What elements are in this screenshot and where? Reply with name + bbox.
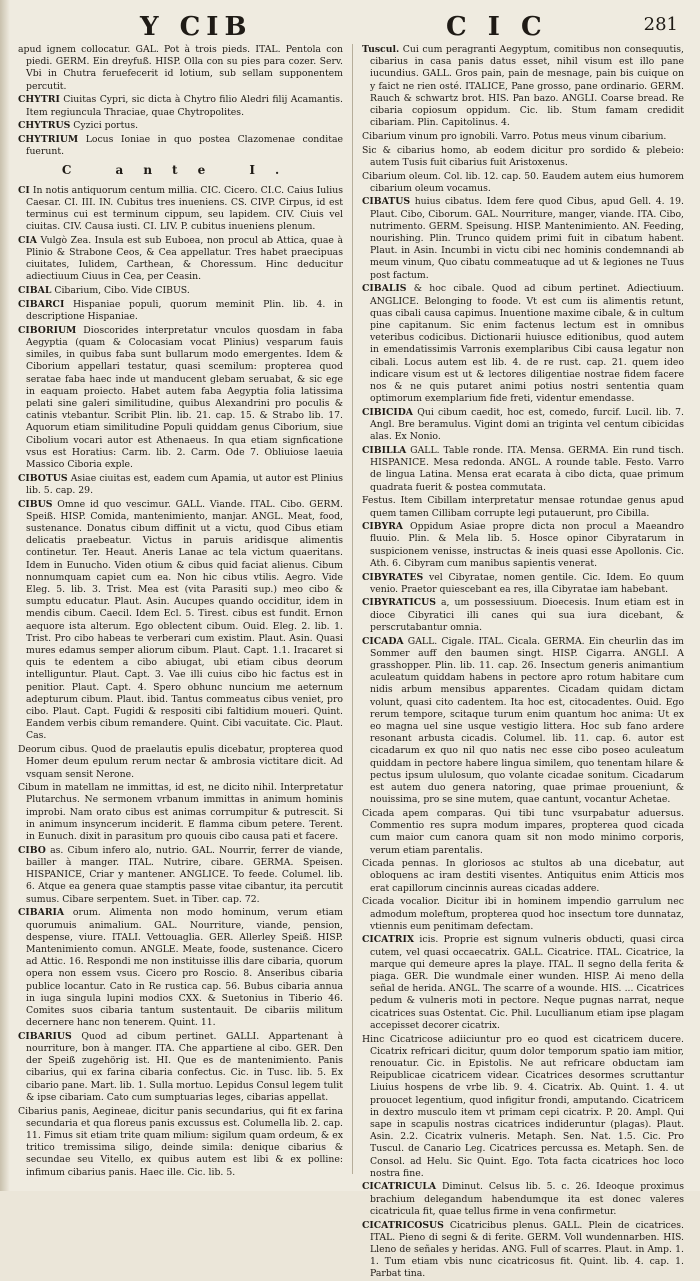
entry-text: Festus. Item Cibillam interpretatur mensae rotundae genus apud quem tamen Cillibam corrupte legi putauerunt, pro Cibilla. xyxy=(362,495,684,519)
dictionary-entry xyxy=(362,896,684,933)
dictionary-entry xyxy=(362,171,684,195)
dictionary-entry xyxy=(362,196,684,281)
entry-lemma: CIBATUS xyxy=(362,196,411,208)
binding-shadow xyxy=(0,0,10,1191)
dictionary-entry xyxy=(18,744,343,781)
entry-text: GALL. Table ronde. ITA. Mensa. GERMA. Ein rund tisch. HISPANICE. Mesa redonda. ANGL. A rounde table. Festo. Varro de lingua Latina. Mensa erat ecarata à cibo dicta, quae primum quadrata fuerit & postea commutata. xyxy=(370,445,684,493)
entry-text: Qui cibum caedit, hoc est, comedo, furcif. Lucil. lib. 7. Angl. Bre beramulus. Vigint domi an triginta vel centum cibicidas alas. Ex Nonio. xyxy=(370,406,684,443)
dictionary-entry xyxy=(18,1031,343,1104)
dictionary-entry xyxy=(18,325,343,471)
entry-lemma: CIA xyxy=(18,234,37,246)
dictionary-entry xyxy=(362,1034,684,1180)
entry-text: apud ignem collocatur. GAL. Pot à trois pieds. ITAL. Pentola con piedi. GERM. Ein dreyfuß. HISP. Olla con su pies para cozer. Serv. Vbi in Chutra feruefecerit id lotium, sub sellam supponentem percutit. xyxy=(18,44,343,92)
entry-text: Oppidum Asiae propre dicta non procul a Maeandro fluuio. Plin. & Mela lib. 5. Hosce opinor Cibyratarum in suspicionem venisse, instructas & ineis quasi esse Apollonis. Cic. Ath. 6. Cibyram cum manibus sapientis venerat. xyxy=(370,521,684,569)
entry-text: Cui cum peragranti Aegyptum, comitibus non consequutis, cibarius in casa panis datus esset, nihil visum est illo pane iucundius. GALL. Gros pain, pain de mesnage, pain bis cuique on y faict ne rien osté. ITALICE, Pane grosso, pane ordinario. GERM. Rauch & schwartz brot. HIS. Pan bazo. ANGLI. Coarse bread. Re cibaria copiosum oppidum. Cic. lib. Stum famam credidit cibariam. Plin. Capitolinus. 4. xyxy=(370,44,684,129)
running-header xyxy=(0,0,700,46)
page-number: 281 xyxy=(643,14,678,35)
entry-text: & hoc cibale. Quod ad cibum pertinet. Adiectiuum. ANGLICE. Belonging to foode. Vt est cum iis alimentis retunt, quas cibali causa capimus. Inuentione maxime cibale, & in cultum pine capitanum. Sic enim factenus lectum est in omnibus veteribus codicibus. Dictionarii huiusce editionibus, quod autem in emendatissimis Varronis exemplaribus Cibi causa legatur non cibali. Locus autem est lib. 4. de re rust. cap. 21. quem ideo indicare visum est ut & lectores diligentiae nostrae fidem facere nos & ne quis putaret animi potius nostri sententia quam optimorum exemplarium fide freti, videntur emendasse. xyxy=(370,283,684,405)
entry-lemma: Tuscul. xyxy=(362,44,400,55)
running-head-right: C I C xyxy=(446,12,548,42)
dictionary-entry xyxy=(362,1220,684,1281)
dictionary-entry xyxy=(18,499,343,743)
dictionary-entry xyxy=(362,131,684,143)
dictionary-entry xyxy=(18,299,343,323)
entry-text: Cicatricibus plenus. GALL. Plein de cicatrices. ITAL. Pieno di segni & di ferite. GERM. Voll wundennarben. HIS. Lleno de señales y heridas. ANG. Full of scarres. Plaut. in Amp. 1. 1. Tum etiam vbis nunc cicatricosus fit. Quint. lib. 4. cap. 1. Parbat tina. xyxy=(370,1219,684,1280)
dictionary-entry xyxy=(362,572,684,596)
dictionary-entry xyxy=(18,185,343,234)
entry-text: Dioscorides interpretatur vnculos quosdam in faba Aegyptia (quam & Colocasiam vocat Plinius) vesparum fauis similes, in quibus faba sunt bullarum modo emergentes. Idem & Ciborium appellari testatur, quasi scemilum: propterea quod seratae faba haec inde ut manducent glebam seruabat, & sic ege in eaquam proiecto. Habet autem faba Aegyptia folia latissima pelati sine galeri similitudine, quibus Alexandrini pro poculis & catinis vtebantur. Scribit Plin. lib. 21. cap. 15. & Strabo lib. 17. Aquorum etiam similitudine Populi quiddam genus Ciborium, siue Cibolium vocari autor est Athenaeus. In qua etiam signficatione vsus est Horatius: Carm. lib. 2. Carm. Ode 7. Obliuiose laeuia Massico Ciboria exple. xyxy=(26,324,343,470)
dictionary-entry xyxy=(362,283,684,405)
entry-text: Cicada vocalior. Dicitur ibi in hominem impendio garrulum nec admodum moleftum, propterea quod hoc insectum tore dunnataz, vtiennis eum penitimam defectam. xyxy=(362,896,684,932)
entry-lemma: CI xyxy=(18,184,30,196)
column-divider xyxy=(352,44,353,1174)
dictionary-entry xyxy=(362,636,684,807)
dictionary-entry xyxy=(362,934,684,1032)
dictionary-entry xyxy=(18,120,343,132)
entry-lemma: CIBORIUM xyxy=(18,324,77,336)
entry-lemma: CHYTRUS xyxy=(18,120,71,132)
entry-text: Vulgò Zea. Insula est sub Euboea, non procul ab Attica, quae à Plinio & Strabone Ceos, & Cea appellatur. Tres habet praecipuas ciuitates, Iulidem, Carthean, & Choressum. Hinc deducitur adiectiuum Ciuus in Cea, per Ceasin. xyxy=(26,234,343,283)
entry-lemma: CIBUS xyxy=(18,498,53,510)
dictionary-entry xyxy=(18,94,343,118)
entry-text: Hispaniae populi, quorum meminit Plin. lib. 4. in descriptione Hispaniae. xyxy=(26,298,343,323)
entry-lemma: CIBARCI xyxy=(18,298,65,310)
entry-text: Cibarium, Cibo. Vide CIBUS. xyxy=(54,285,190,297)
dictionary-entry xyxy=(362,808,684,857)
dictionary-entry xyxy=(362,44,684,129)
entry-lemma: CIBYRATES xyxy=(362,571,424,583)
dictionary-entry xyxy=(362,145,684,169)
entry-text: Hinc Cicatricose adiiciuntur pro eo quod est cicatricem ducere. Cicatrix refricari dicitur, quum dolor temporum spatio iam mitior, renouatur. Cic. in Epistolis. Ne aut refricare obductam iam Reipublicae cicatricem videar. Cicatrices desormes scruttantur Liuius hospens de vrbe lib. 9. 4. Cicatrix. Ab. Quint. 1. 4. ut prouocet legentium, quod infigitur frondi, amputando. Cicatricem in dextro musculo item vt primam cepi cicatrix. P. 20. Ampl. Qui sape in scapulis nostras cicatrices indideruntur (plagas). Plaut. Asin. 2.2. Cicatrix vulneris. Metaph. Sen. Nat. 1.5. Cic. Pro Tuscul. de Canario Leg. Cicatrices percussa es. Metaph. Sen. de Consol. ad Helu. Sic Quint. Ego. Tota facta cicatrices hoc loco nostra fine. xyxy=(362,1033,684,1179)
entry-lemma: CICADA xyxy=(362,635,404,647)
entry-text: icis. Proprie est signum vulneris obducti, quasi circa cutem, vel quasi occaecatrix. GALL. Cicatrice. ITAL. Cicatrice, la marque qui demeure apres la playe. ITAL. Il segno della ferita & piaga. GER. Die wundmale einer wunden. HISP. Ai meno della señal de herida. ANGL. The scarre of a wounde. HIS. ... Cicatrices pedum & vulneris moti in pectore. Neque pugnas narrat, neque cicatrices suas Ostentat. Cic. Phil. Lucullianum etiam ipse plagam accepisset decorer cicatrix. xyxy=(370,934,684,1031)
dictionary-entry xyxy=(362,407,684,444)
entry-text: Cibum in matellam ne immittas, id est, ne dicito nihil. Interpretatur Plutarchus. Ne sermonem vrbanum immittas in animum hominis improbi. Nam orato cibus est animas corrumpitur & putrescit. Si in animum insyncerum inciderit. E flamma cibum petere. Terent. in Eunuch. dixit in parasitum pro quouis cibo causa pati et facere. xyxy=(18,782,343,843)
dictionary-entry xyxy=(362,521,684,570)
entry-lemma: CIBICIDA xyxy=(362,406,413,418)
entry-text: In notis antiquorum centum millia. CIC. Cicero. CI.C. Caius Iulius Caesar. CI. III. IN. Cubitus tres inueniens. CS. CIVP. Cirpus, id est terminus cui est terminum cippum, seu lapidem. CIV. Ciuis vel ciuitas. CIV. Causa iusti. CI. LIV. P. cubitus inueniens plenum. xyxy=(26,184,343,233)
entry-text: a, um possessiuum. Dioecesis. Inum etiam est in dioce Cibyratici illi canes qui sua iura dicebant, & perscrutabantur omnia. xyxy=(370,597,684,633)
entry-lemma: CICATRICULA xyxy=(362,1181,437,1193)
entry-text: Asiae ciuitas est, eadem cum Apamia, ut autor est Plinius lib. 5. cap. 29. xyxy=(26,472,343,496)
entry-lemma: CIBO xyxy=(18,844,46,856)
entry-lemma: CIBYRATICUS xyxy=(362,597,436,609)
entry-text: Cicada apem comparas. Qui tibi tunc vsurpabatur aduersus. Commentio res supra modum impares, propterea quod cicada cum maior cum canora quam sit non modo minimo corporis, verum etiam parentalis. xyxy=(362,807,684,856)
entry-lemma: CIBOTUS xyxy=(18,472,68,484)
dictionary-entry xyxy=(18,473,343,497)
left-entries-before xyxy=(18,44,343,158)
entry-text: Cibarium vinum pro ignobili. Varro. Potus meus vinum cibarium. xyxy=(362,130,667,142)
running-head-left: Y CIB xyxy=(140,12,253,42)
entry-lemma: CICATRICOSUS xyxy=(362,1219,444,1231)
right-entries xyxy=(362,44,684,1281)
entry-lemma: CHYTRI xyxy=(18,94,60,106)
entry-text: Ciuitas Cypri, sic dicta à Chytro filio Aledri filij Acamantis. Item regiuncula Thraciae, quae Chytropolites. xyxy=(26,94,343,118)
right-column xyxy=(362,44,684,1280)
entry-lemma: CHYTRIUM xyxy=(18,133,79,145)
entry-text: Quod ad cibum pertinet. GALLI. Appartenant à nourriture, bon à manger. ITA. Che appartiene al cibo. GER. Den der Speiß zugehörig ist. HI. Que es de mantenimiento. Panis cibarius, qui ex farina cibaria confectus. Cic. in Tusc. lib. 5. Ex cibario pane. Mart. lib. 1. Sulla mortuo. Lepidus Consul legem tulit & ipse cibariam. Cato cum sumptuarias leges, cibarias appellat. xyxy=(26,1030,343,1103)
dictionary-entry xyxy=(362,858,684,895)
entry-text: vel Cibyratae, nomen gentile. Cic. Idem. Eo quum venio. Praetor quiescebant ea res, illa Cibyratae iam habebant. xyxy=(370,571,684,595)
entry-text: orum. Alimenta non modo hominum, verum etiam quorumuis animalium. GAL. Nourriture, viande, pension, despense, viure. ITALI. Vettouaglia. GER. Allerley Speiß. HISP. Mantenimiento comun. ANGLE. Meate, foode, sustenance. Cicero ad Attic. 16. Respondi me non instituisse illis dare cibaria, quorum opera non essem vsus. Cicero pro Roscio. 8. Anseribus cibaria publice locantur. Cato in Re rustica cap. 56. Bubus cibaria annua in iuga singula lupini modios CXX. & Suetonius in Tiberio 46. Comites suos cibaria tantum sustentauit. De cibariis militum decernere hanc non tenerem. Quint. 11. xyxy=(26,907,343,1029)
entry-lemma: CIBYRA xyxy=(362,521,404,533)
entry-text: Cibarium oleum. Col. lib. 12. cap. 50. Eaudem autem eius humorem cibarium oleum vocamus. xyxy=(362,170,684,194)
dictionary-entry xyxy=(362,495,684,519)
dictionary-entry xyxy=(18,845,343,906)
entry-lemma: CIBARIA xyxy=(18,907,65,919)
entry-lemma: CIBALIS xyxy=(362,283,407,295)
entry-text: Cyzici portus. xyxy=(73,120,139,132)
dictionary-entry xyxy=(362,597,684,634)
dictionary-entry xyxy=(362,445,684,494)
entry-lemma: CICATRIX xyxy=(362,934,415,946)
dictionary-entry xyxy=(18,235,343,284)
dictionary-entry xyxy=(18,134,343,158)
entry-text: Deorum cibus. Quod de praelautis epulis dicebatur, propterea quod Homer deum epulum rerum nectar & ambrosia victitare dicit. Ad vsquam sensit Nerone. xyxy=(18,744,343,780)
entry-text: as. Cibum infero alo, nutrio. GAL. Nourrir, ferrer de viande, bailler à manger. ITAL. Nutrire, cibare. GERMA. Speisen. HISPANICE, Criar y mantener. ANGLICE. To feede. Columel. lib. 6. Atque ea genera quae stamptis passe vitae cibantur, ita percutit sumus. Cibare serpentem. Suet. in Tiber. cap. 72. xyxy=(26,844,343,905)
left-entries-after xyxy=(18,185,343,1179)
dictionary-entry xyxy=(362,1181,684,1218)
dictionary-entry xyxy=(18,285,343,297)
entry-lemma: CIBAL xyxy=(18,285,52,297)
entry-text: Cibarius panis, Aegineae, dicitur panis secundarius, qui fit ex farina secundaria et qua floreus panis excussus est. Columella lib. 2. cap. 11. Fimus sit etiam trite quam milium: sigilum quam ordeum, & ex tritico tremissima siligo, deinde simila: denique cibarius & secundae seu Vitello, ex quibus autem est libi & ex polline: infimum cibarius panis. Haec ille. Cic. lib. 5. xyxy=(18,1105,343,1178)
entry-text: GALL. Cigale. ITAL. Cicala. GERMA. Ein cheurlin das im Sommer auff den baumen singt. HISP. Cigarra. ANGLI. A grasshopper. Plin. lib. 11. cap. 26. Insectum generis animantium aculeatum quiddam habens in pectore apro rotum habitare cum nidis arbum mensibus apparentes. Cicadam quidam dictam volunt, quasi cito cadentem. Ita hoc est, citocadentes. Ouid. Ego rerum tempore, scitaque turum enim quantum hoc anima: Ut ex eo magna uel sine usque vestigio littera. Hoc sub fano ardere resonant arbusta cicadis. Columel. lib. 11. cap. 6. autor est cicadarum ex quo nil quo natis nec esse cibo poseo aculeatum quiddam in pectore habere lingua similem, quo tenentam hilare & pectus ipsum ululosum, quo volante cicadae sonitum. Cicadarum est autem duo genera natoring, quae primae proueniunt, & nouissima, pro se sine mutem, quae cantunt, vocantur Achetae. xyxy=(370,635,684,806)
dictionary-entry xyxy=(18,1106,343,1179)
left-column xyxy=(18,44,343,1184)
section-heading: C ante I. xyxy=(61,163,300,178)
entry-text: Sic & cibarius homo, ab eodem dicitur pro sordido & plebeio: autem Tusis fuit cibarius fuit Aristoxenus. xyxy=(362,144,684,168)
dictionary-entry xyxy=(18,782,343,843)
entry-lemma: CIBILLA xyxy=(362,445,407,456)
dictionary-entry xyxy=(18,44,343,93)
entry-text: Diminut. Celsus lib. 5. c. 26. Ideoque proximus brachium delegandum habendumque ita est donec valeres cicatricula fit, quae tellus firme in vena confirmetur. xyxy=(370,1181,684,1217)
entry-lemma: CIBARIUS xyxy=(18,1030,72,1042)
entry-text: Omne id quo vescimur. GALL. Viande. ITAL. Cibo. GERM. Speiß. HISP. Comida, mantenimiento, manjar. ANGL. Meat, food, sustenance. Donatus cibum diffinit ut a victu, quod Cibus etiam delicatis praebeatur. Victus in paruis aridisque alimentis continetur. Ter. Heaut. Aneris Lanae ac tela victum quaeritans. Idem in Eunucho. Viden otium & cibus quid faciat alienus. Cibum nonnumquam capiet cum ea. Non hic cibus vtilis. Aegro. Vide Eleg. 5. lib. 3. Trist. Mea est (vita Parasiti sup.) meo cibo & sumptu educatur. Plaut. Asin. Aucupes quando occiditur, idem in mendis cibum. Caecil. Idem Ecl. 5. Tirest. cibus est fundit. Ernon aequore ista alterum. Ego oblectent cibum. Ouid. Eleg. 2. lib. 1. Trist. Pro cibo habeas te verberari cum existim. Plaut. Asin. Quasi mures edamus semper aliorum cibum. Plaut. Capt. 1.1. Iracaret si quis te edentem a cibo abiugat, ubi etiam cibus deorum intelliguntur. Plaut. Capt. 3. Vae illi cuius cibo hic factus est in penitior. Plaut. Capt. 4. Spero obhunc nuncium me aeternum adepturum cibum. Plaut. ibid. Tantus commeatus cibus veniet, pro cibo. Plaut. Capt. Fugidi & respositi cibi faltidium moueri. Quint. Eandem verbis cibum remandere. Quint. Cibi vacuitate. Cic. Plaut. Cas. xyxy=(26,498,343,742)
dictionary-entry xyxy=(18,907,343,1029)
entry-text: Locus Ioniae in quo postea Clazomenae conditae fuerunt. xyxy=(26,133,343,158)
entry-text: huius cibatus. Idem fere quod Cibus, apud Gell. 4. 19. Plaut. Cibo, Ciborum. GAL. Nourriture, manger, viande. ITA. Cibo, nutrimento. GERM. Speisung. HISP. Mantenimiento. AN. Feeding, nourishing. Plin. Trunco quidem primi fuit in cibatum habent. Plaut. in Asin. Incumbi in victu cibi nec hominis condemnandi ab meum vinum, Quo cibatu commeatuque ad ut & legiones ne Tuus post factum. xyxy=(370,196,684,281)
entry-text: Cicada pennas. In gloriosos ac stultos ab una dicebatur, aut obloquens ac iram destiti visentes. Antiquitus enim Atticis mos erat capillorum cincinnis aureas cicadas addere. xyxy=(362,858,684,894)
